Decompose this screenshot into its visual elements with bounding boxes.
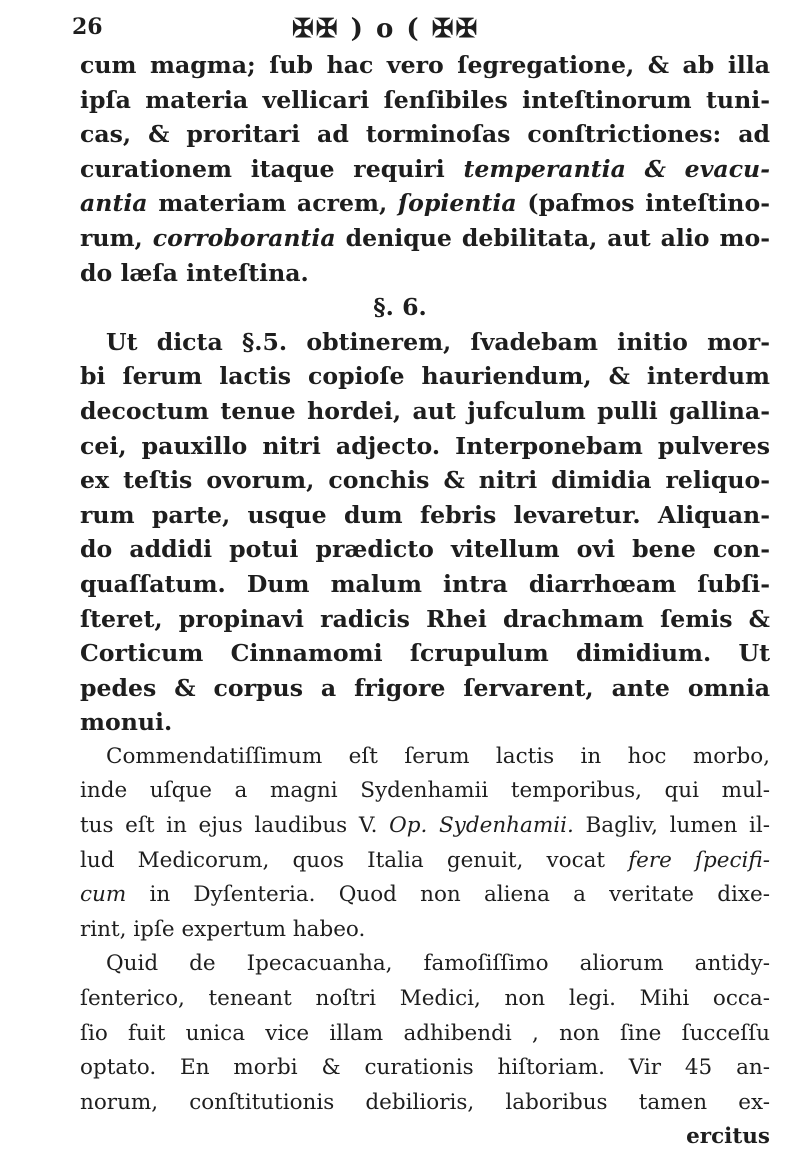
text-run: materiam acrem, (158, 189, 388, 218)
text-line (80, 809, 770, 844)
text-line: inde uſque a magni Sydenhamii temporibus, qui mul- (80, 778, 770, 804)
text-line (80, 844, 770, 879)
italic-term: ſopientia (397, 189, 517, 218)
italic-term: cum (80, 882, 127, 908)
italic-term: antia (80, 189, 148, 218)
text-line: bi ſerum lactis copioſe hauriendum, & interdum (80, 362, 770, 391)
text-line: optato. En morbi & curationis hiſtoriam. Vir 45 an- (80, 1055, 770, 1081)
header-ornament: ✠✠ ) o ( ✠✠ (292, 14, 480, 44)
text-line: Corticum Cinnamomi ſcrupulum dimidium. Ut (80, 639, 770, 668)
text-line: ſteret, propinavi radicis Rhei drachmam ſemis & (80, 604, 770, 633)
text-line (80, 878, 770, 913)
italic-term: temperantia & evacu- (463, 154, 771, 183)
text-line: pedes & corpus a frigore ſervarent, ante omnia (80, 673, 770, 702)
text-line: ipſa materia vellicari ſenſibiles inteſtinorum tuni- (80, 85, 770, 114)
text-line: cum magma; ſub hac vero ſegregatione, & ab illa (80, 51, 770, 79)
text-line: do addidi potui prædicto vitellum ovi bene con- (80, 535, 770, 564)
text-line (80, 221, 770, 256)
text-line (80, 152, 770, 187)
text-line: rum parte, usque dum febris levaretur. Aliquan- (80, 500, 770, 529)
body-text (80, 48, 770, 1155)
text-line: ſio fuit unica vice illam adhibendi , non ſine ſucceſſu (80, 1020, 770, 1046)
italic-term: fere ſpecifi- (628, 847, 770, 873)
text-run: Bagliv, lumen il- (585, 813, 770, 839)
text-line: quaſſatum. Dum malum intra diarrhœam ſubſi- (80, 569, 770, 598)
text-line: cei, pauxillo nitri adjecto. Interponebam pulveres (80, 431, 770, 460)
section-heading: §. 6. (373, 293, 427, 322)
text-run: in Dyſenteria. Quod non aliena a veritate dixe- (149, 882, 770, 908)
text-line: cas, & proritari ad torminoſas conſtrictiones: ad (80, 120, 770, 149)
page-number: 26 (72, 14, 103, 40)
text-line: Quid de Ipecacuanha, famoſiſſimo aliorum antidy- (106, 951, 770, 977)
text-line: norum, conſtitutionis debilioris, laboribus tamen ex- (80, 1089, 770, 1115)
italic-term: corroborantia (152, 223, 336, 252)
text-line: ex teſtis ovorum, conchis & nitri dimidia reliquo- (80, 466, 770, 495)
text-line: Commendatiſſimum eſt ſerum lactis in hoc morbo, (106, 743, 770, 769)
catchword: ercitus (686, 1124, 770, 1150)
text-run: tus eſt in ejus laudibus V. (80, 813, 378, 839)
text-line: rint, ipſe expertum habeo. (80, 916, 366, 942)
text-line: ſenterico, teneant noſtri Medici, non legi. Mihi occa- (80, 986, 770, 1012)
text-run: lud Medicorum, quos Italia genuit, vocat (80, 847, 606, 873)
text-run: curationem itaque requiri (80, 154, 445, 183)
text-line: do læſa inteſtina. (80, 258, 309, 287)
text-run: rum, (80, 223, 143, 252)
text-line: decoctum tenue hordei, aut jufculum pulli gallina- (80, 396, 770, 425)
text-line: Ut dicta §.5. obtinerem, ſvadebam initio mor- (106, 327, 770, 356)
text-line (80, 186, 770, 221)
running-header (72, 14, 760, 48)
italic-citation: Op. Sydenhamii. (389, 813, 574, 839)
text-run: denique debilitata, aut alio mo- (345, 223, 770, 252)
text-line: monui. (80, 708, 173, 737)
text-run: (pafmos inteſtino- (527, 189, 770, 218)
